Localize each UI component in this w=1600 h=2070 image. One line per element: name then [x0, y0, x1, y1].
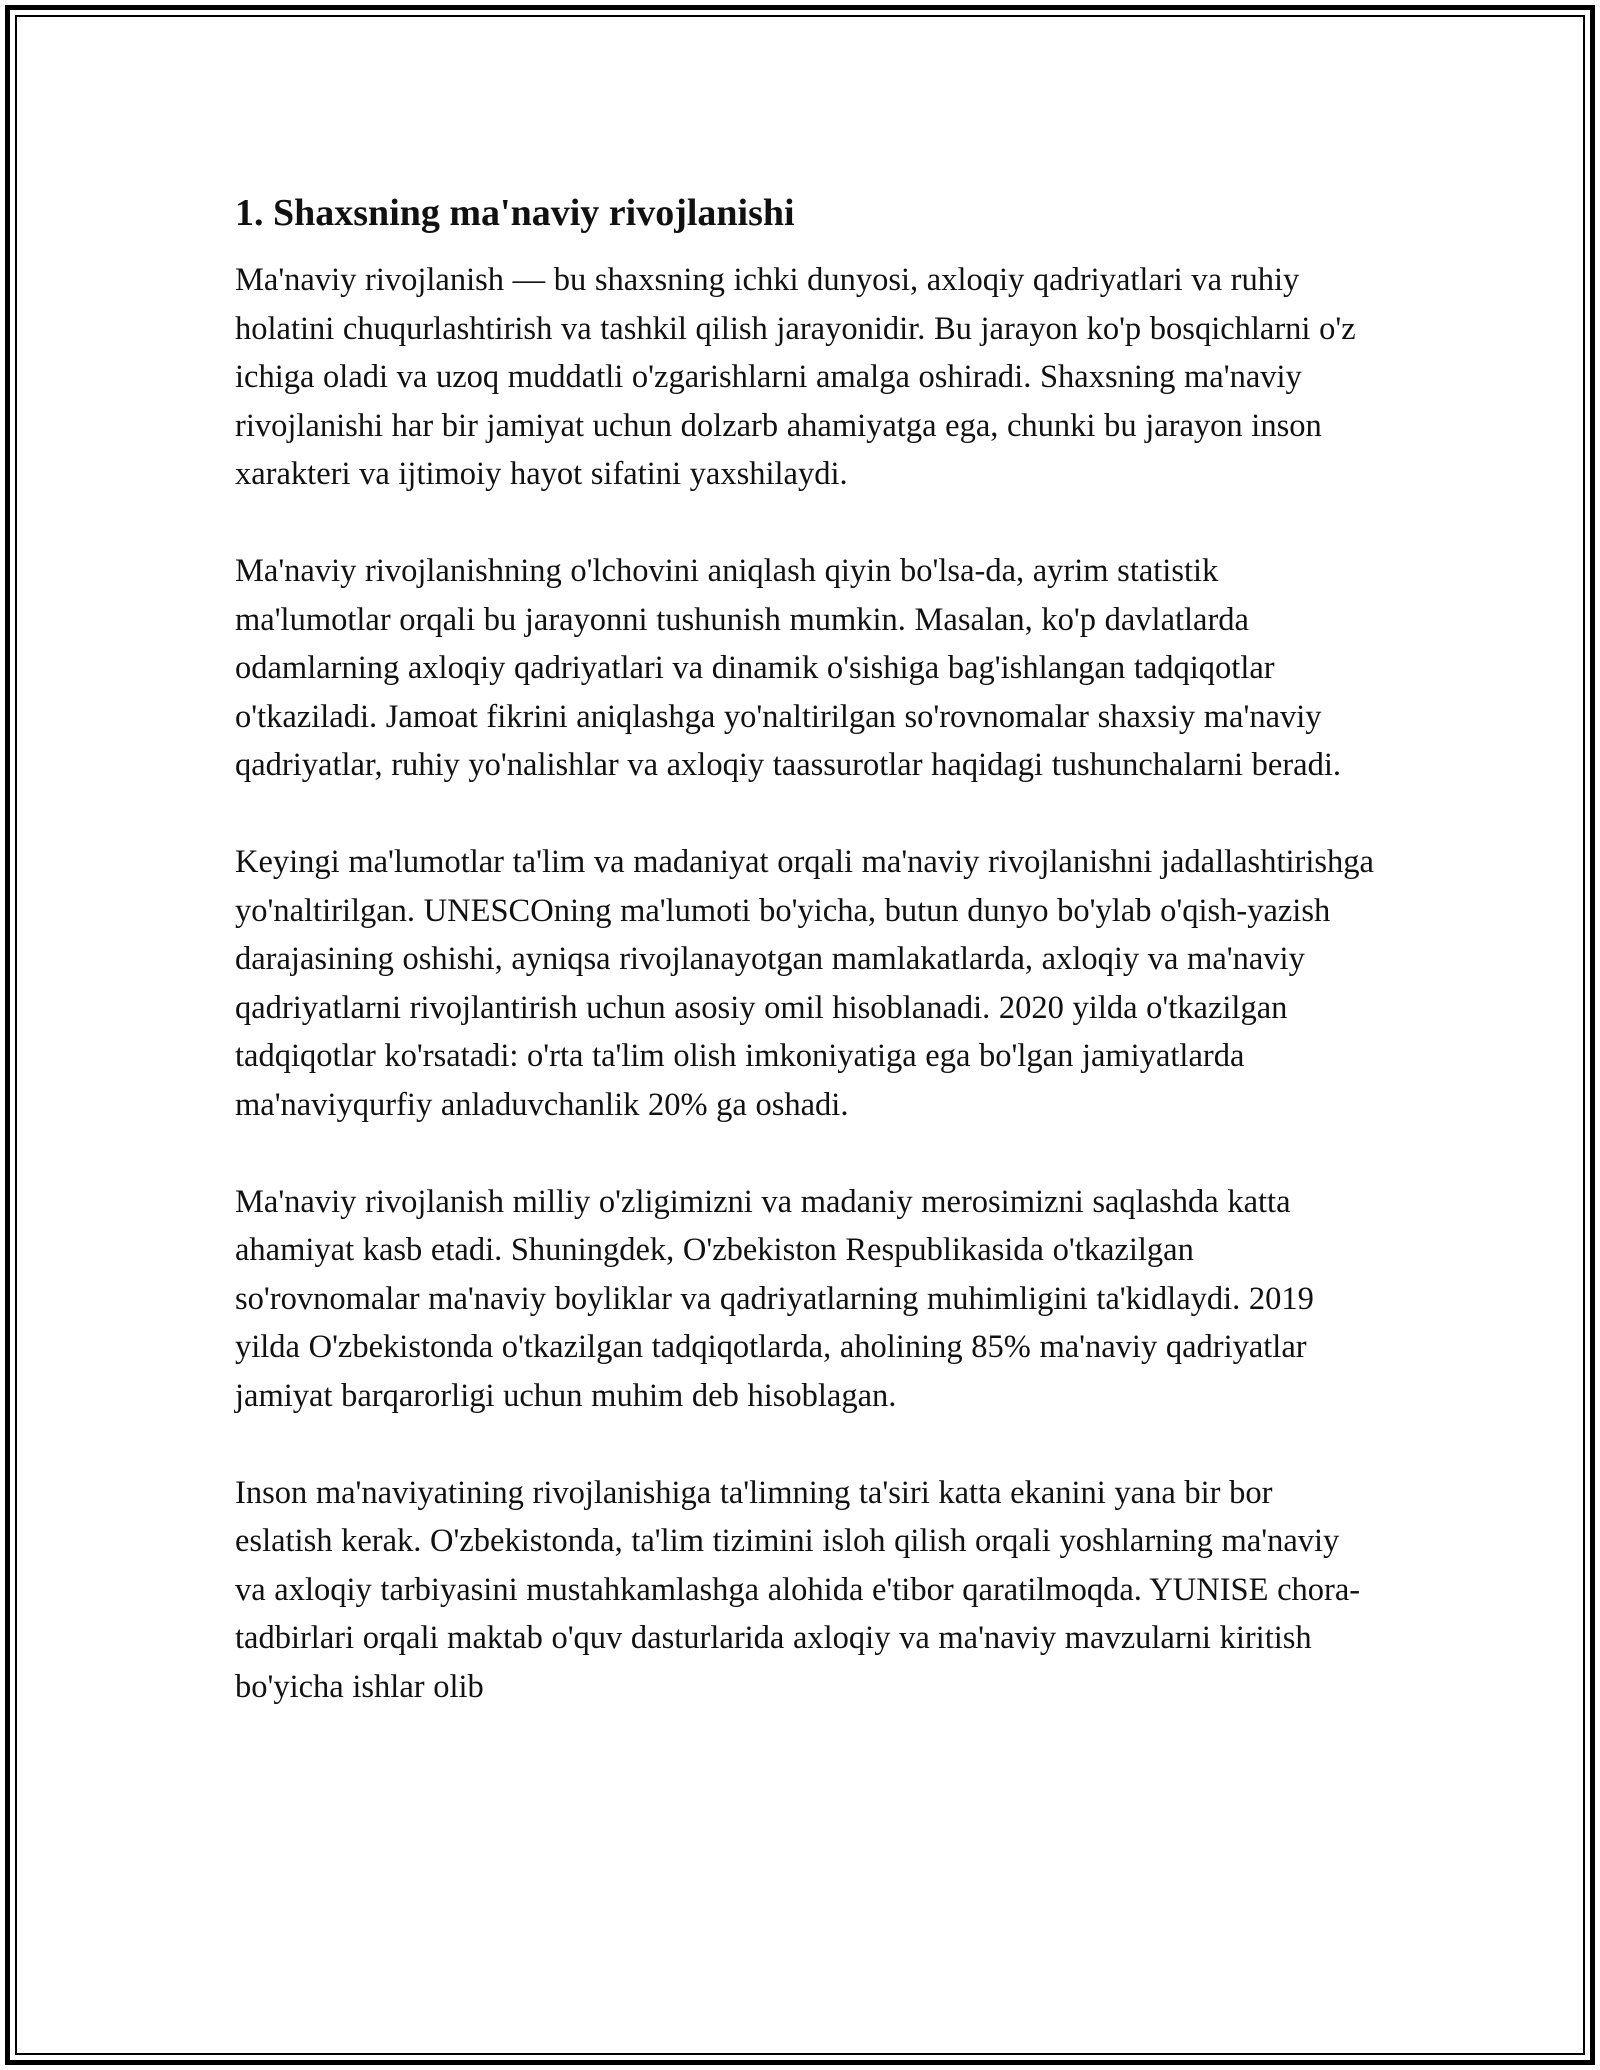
document-body: [235, 188, 1375, 1760]
paragraph: Ma'naviy rivojlanishning o'lchovini aniqlash qiyin bo'lsa-da, ayrim statistik ma'lumotlar orqali bu jarayonni tushunish mumkin. Masalan, ko'p davlatlarda odamlarning axloqiy qadriyatlari va dinamik o'sishiga bag'ishlangan tadqiqotlar o'tkaziladi. Jamoat fikrini aniqlashga yo'naltirilgan so'rovnomalar shaxsiy ma'naviy qadriyatlar, ruhiy yo'nalishlar va axloqiy taassurotlar haqidagi tushunchalarni beradi.: [235, 553, 1341, 783]
paragraph: Inson ma'naviyatining rivojlanishiga ta'limning ta'siri katta ekanini yana bir bor eslatish kerak. O'zbekistonda, ta'lim tizimini isloh qilish orqali yoshlarning ma'naviy va axloqiy tarbiyasini mustahkamlashga alohida e'tibor qaratilmoqda. YUNISE chora-tadbirlari orqali maktab o'quv dasturlarida axloqiy va ma'naviy mavzularni kiritish bo'yicha ishlar olib: [235, 1474, 1361, 1705]
paragraph: Ma'naviy rivojlanish — bu shaxsning ichki dunyosi, axloqiy qadriyatlari va ruhiy holatini chuqurlashtirish va tashkil qilish jarayonidir. Bu jarayon ko'p bosqichlarni o'z ichiga oladi va uzoq muddatli o'zgarishlarni amalga oshiradi. Shaxsning ma'naviy rivojlanishi har bir jamiyat uchun dolzarb ahamiyatga ega, chunki bu jarayon inson xarakteri va ijtimoiy hayot sifatini yaxshilaydi.: [235, 262, 1356, 492]
section-heading: 1. Shaxsning ma'naviy rivojlanishi: [235, 192, 795, 234]
paragraph: Ma'naviy rivojlanish milliy o'zligimizni va madaniy merosimizni saqlashda katta ahamiyat kasb etadi. Shuningdek, O'zbekiston Respublikasida o'tkazilgan so'rovnomalar ma'naviy boyliklar va qadriyatlarning muhimligini ta'kidlaydi. 2019 yilda O'zbekistonda o'tkazilgan tadqiqotlarda, aholining 85% ma'naviy qadriyatlar jamiyat barqarorligi uchun muhim deb hisoblagan.: [235, 1183, 1314, 1414]
paragraph: Keyingi ma'lumotlar ta'lim va madaniyat orqali ma'naviy rivojlanishni jadallashtirishga yo'naltirilgan. UNESCOning ma'lumoti bo'yicha, butun dunyo bo'ylab o'qish-yazish darajasining oshishi, ayniqsa rivojlanayotgan mamlakatlarda, axloqiy va ma'naviy qadriyatlarni rivojlantirish uchun asosiy omil hisoblanadi. 2020 yilda o'tkazilgan tadqiqotlar ko'rsatadi: o'rta ta'lim olish imkoniyatiga ega bo'lgan jamiyatlarda ma'naviyqurfiy anladuvchanlik 20% ga oshadi.: [235, 844, 1374, 1123]
